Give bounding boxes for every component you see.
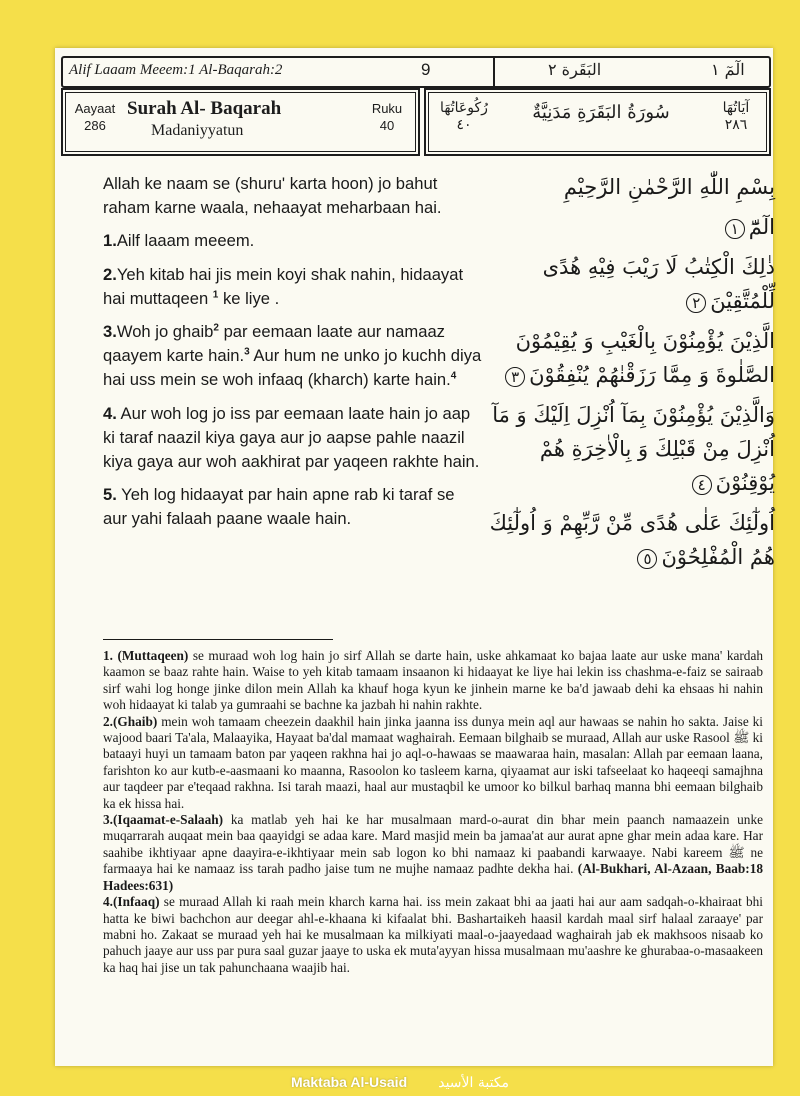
hadith-reference: (Al-Bukhari, Al-Azaan, Baab:18 Hadees:631) bbox=[103, 861, 763, 893]
arabic-verse-text: اُولٰٓئِكَ عَلٰى هُدًى مِّنْ رَّبِّهِمْ وَ اُولٰٓئِكَ هُمُ الْمُفْلِحُوْنَ bbox=[489, 511, 775, 569]
ayah-marker: ١ bbox=[725, 219, 745, 239]
surah-title: Surah Al- Baqarah bbox=[127, 98, 282, 119]
header-arabic-surah: البَقَرة ٢ bbox=[548, 60, 602, 79]
verse-number: 3. bbox=[103, 322, 117, 342]
verse-text: Ailf laaam meeem. bbox=[116, 231, 255, 251]
verse-text: Aur woh log jo iss par eemaan laate hain jo aap ki taraf naazil kiya gaya aur jo aapse pahle naazil kiya gaya aur woh aakhirat par yaqeen rakhte hain. bbox=[103, 403, 480, 472]
verse-number: 1. bbox=[103, 231, 117, 251]
footnote-text: se muraad Allah ki raah mein kharch karna hai. iss mein zakaat bhi aa jaati hai aur aam sadqah-o-khairaat bhi hatta ke biwi bachchon aur deegar ahl-e-khaana ki kifaalat bhi. Bashartaikeh haasil kardah maal sirf halaal zaraaye' par mabni ho. Zakaat se muraad yeh hai ke musalmaan ka milkiyati maal-o-jaayedaad waghairah jab ek makhsoos nisaab ko pahuch jaaye aur uss par pura saal guzar jaaye to uska ek muta'ayyan hissa musalmaan mu'aashre ke ghurabaa-o-masaakeen ka haq hai jise un tak pahunchaana waajib hai. bbox=[103, 894, 763, 975]
footnote-heading: 3.(Iqaamat-e-Salaah) bbox=[103, 812, 224, 828]
footnote-1 bbox=[103, 648, 763, 714]
arabic-surah-title: سُورَةُ البَقَرَةِ مَدَنِيَّةٌ bbox=[532, 102, 670, 123]
arabic-ruku-count: ٤٠ bbox=[456, 117, 472, 133]
footnote-2 bbox=[103, 714, 763, 812]
arabic-column bbox=[485, 170, 775, 580]
footnote-heading: 4.(Infaaq) bbox=[103, 894, 160, 910]
book-page bbox=[55, 48, 773, 1066]
footnote-ref: 1 bbox=[212, 289, 219, 301]
footnote-text: mein woh tamaam cheezein daakhil hain jinka jaanna iss dunya mein aql aur hawaas se nahin ho sakta. Jaise ki wajood baari Ta'ala, Malaayika, Hayaat ba'dal mamaat waghairah. Eemaan bilghaib se muraad, Allah aur uske Rasool ﷺ ki bataayi huyi un tamaam baton par yaqeen rakhna hai jo aql-o-hawaas se maawaraa hain, masalan: Allah par eemaan laana, farishton ko aur kutb-e-aasmaani ko maanna, Rasoolon ko tasleem karna, qiyaamat aur iski tafseelaat ko haqeeqi samajhna aur taqdeer par e'teqaad rakhna. Isi tarah maazi, haal aur mustaqbil ke umoor ko bilkul barhaq manna bhi eemaan bilghaib ka ek hissa hai. bbox=[103, 713, 764, 811]
footnote-ref: 2 bbox=[213, 322, 219, 334]
arabic-verse-1 bbox=[485, 210, 775, 244]
arabic-ayat-box bbox=[708, 100, 764, 134]
ayah-marker: ٥ bbox=[637, 549, 657, 569]
surah-banner-arabic bbox=[424, 88, 771, 156]
ayah-marker: ٣ bbox=[505, 367, 525, 387]
footnote-ref: 3 bbox=[244, 346, 250, 358]
verse-text: Yeh kitab hai jis mein koyi shak nahin, hidaayat hai muttaqeen bbox=[103, 264, 464, 308]
verse-1 bbox=[103, 229, 483, 253]
arabic-verse-text: الَّذِيْنَ يُؤْمِنُوْنَ بِالْغَيْبِ وَ يُقِيْمُوْنَ الصَّلٰوةَ وَ مِمَّا رَزَقْنٰهُمْ يُنْفِقُوْنَ bbox=[515, 329, 775, 387]
footnote-text: ka matlab yeh hai ke har musalmaan mard-o-aurat din bhar mein paanch namaazein unke muqarrarah auqaat mein baa qaayidgi se adaa kare. Mard masjid mein ba jamaa'at aur aurat apne ghar mein adaa kare. Har saahibe ikhtiyaar apne daayira-e-ikhtiyaar mein sab logon ko bhi namaaz ki paabandi karwaaye. Nabi kareem ﷺ ne farmaaya hai ke namaaz iss tarah padho jaise tum ne mujhe namaaz padhte dekha hai. bbox=[103, 812, 763, 877]
verse-3 bbox=[103, 320, 483, 393]
footnote-divider bbox=[103, 639, 333, 640]
aayaat-box bbox=[71, 100, 119, 134]
arabic-bismillah: بِسْمِ اللّٰهِ الرَّحْمٰنِ الرَّحِيْمِ bbox=[563, 175, 775, 199]
ruku-box bbox=[363, 100, 411, 134]
header-divider bbox=[493, 58, 495, 86]
footnote-heading: 2.(Ghaib) bbox=[103, 713, 158, 729]
verse-number: 4. bbox=[103, 403, 117, 423]
footnote-heading: 1. (Muttaqeen) bbox=[103, 648, 189, 663]
surah-banner bbox=[61, 88, 767, 156]
arabic-verse-5 bbox=[485, 506, 775, 574]
footnotes bbox=[103, 648, 763, 976]
running-header bbox=[61, 56, 771, 88]
page-number: 9 bbox=[421, 60, 431, 79]
arabic-ayat-count: ٢٨٦ bbox=[724, 117, 748, 133]
verse-number: 2. bbox=[103, 264, 117, 284]
publisher-name: Maktaba Al-Usaid bbox=[290, 1074, 408, 1090]
verse-5 bbox=[103, 483, 483, 531]
arabic-ruku-label: رُكُوعَاتُهَا bbox=[440, 100, 488, 116]
arabic-verse-text: ذٰلِكَ الْكِتٰبُ لَا رَيْبَ فِيْهِ هُدًى لِّلْمُتَّقِيْنَ bbox=[542, 255, 775, 313]
arabic-ayat-label: آيَاتُهَا bbox=[722, 100, 750, 116]
aayaat-count: 286 bbox=[84, 118, 106, 133]
footnote-ref: 4 bbox=[450, 370, 457, 382]
ruku-label: Ruku bbox=[371, 101, 403, 116]
header-arabic-juz: الٓمٓ ١ bbox=[711, 60, 745, 79]
footnote-3 bbox=[103, 812, 763, 894]
verse-4 bbox=[103, 402, 483, 475]
bismillah-translation: Allah ke naam se (shuru' karta hoon) jo bahut raham karne waala, nehaayat meharbaan hai. bbox=[103, 174, 442, 218]
arabic-verse-text: وَالَّذِيْنَ يُؤْمِنُوْنَ بِمَآ اُنْزِلَ اِلَيْكَ وَ مَآ اُنْزِلَ مِنْ قَبْلِكَ وَ بِالْاٰخِرَةِ هُمْ يُوْقِنُوْنَ bbox=[492, 403, 775, 495]
verse-text: Yeh log hidaayat par hain apne rab ki taraf se aur yahi falaah paane waale hain. bbox=[103, 485, 455, 529]
verse-text: Aur hum ne unko jo kuchh diya hai uss mein se woh infaaq (kharch) karte hain. bbox=[103, 346, 482, 390]
verse-2 bbox=[103, 263, 483, 311]
surah-banner-latin bbox=[61, 88, 420, 156]
verse-number: 5. bbox=[103, 485, 117, 505]
arabic-verse-3 bbox=[485, 324, 775, 392]
verse-text: par eemaan laate aur namaaz qaayem karte hain. bbox=[103, 322, 445, 366]
header-juz-surah: Alif Laaam Meeem:1 Al-Baqarah:2 bbox=[69, 62, 283, 78]
footnote-4 bbox=[103, 894, 763, 976]
arabic-ruku-box bbox=[434, 100, 494, 134]
verse-text: ke liye . bbox=[218, 288, 280, 308]
ruku-count: 40 bbox=[379, 118, 395, 133]
arabic-verse-2 bbox=[485, 250, 775, 318]
arabic-verse-text: الٓمّٓ bbox=[748, 215, 775, 239]
publisher-name-arabic: مكتبة الأسيد bbox=[438, 1075, 510, 1091]
verse-text: Woh jo ghaib bbox=[116, 322, 214, 342]
surah-type: Madaniyyatun bbox=[151, 122, 244, 139]
arabic-verse-4 bbox=[485, 398, 775, 500]
ayah-marker: ٤ bbox=[692, 475, 712, 495]
translation-column bbox=[103, 172, 483, 541]
publisher-footer bbox=[0, 1070, 800, 1096]
ayah-marker: ٢ bbox=[686, 293, 706, 313]
aayaat-label: Aayaat bbox=[74, 101, 116, 116]
footnote-text: se muraad woh log hain jo sirf Allah se darte hain, uske ahkamaat ko bajaa laate aur uske mana' kardah kaamon se baaz rahte hain. Waise to yeh kitab tamaam insaanon ki hidaayat ke liye hai lekin iss chashma-e-faiz se sairaab sirf wahi log honge jinke dilon mein Allah ka khauf hoga kyun ke jinhein marne ke ba'd jawaab dehi ka ehsaas hi nahin woh hidaayat ki talab ya gumraahi se bachne ka jazbah hi nahin rakhte. bbox=[103, 648, 763, 713]
